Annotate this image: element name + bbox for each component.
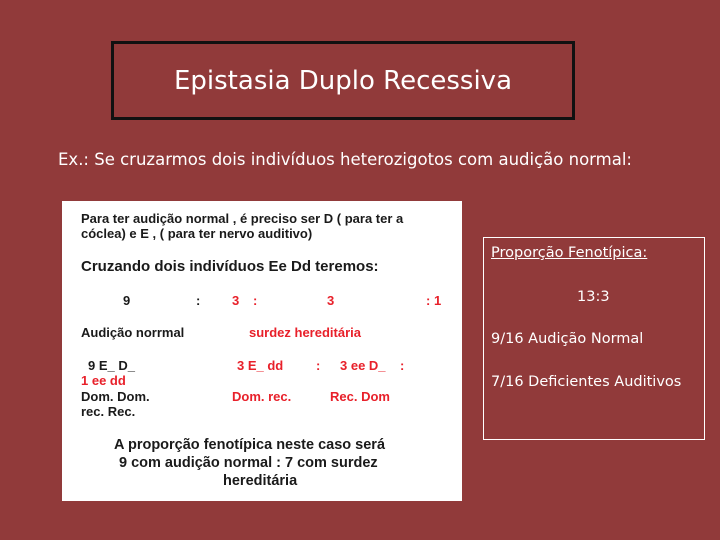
dom-rec-label: Dom. rec. [232, 389, 292, 404]
ratio-3b: 3 [327, 293, 335, 308]
genotype-colon-2: : [400, 358, 405, 373]
conclusion-line-3: hereditária [223, 473, 298, 489]
genotype-1: 1 ee dd [81, 373, 126, 388]
conclusion-line-1: A proporção fenotípica neste caso será [114, 437, 386, 453]
proportion-line-normal: 9/16 Audição Normal [491, 331, 644, 347]
audicao-normal-label: Audição norrmal [81, 325, 185, 340]
rec-rec-label: rec. Rec. [81, 404, 136, 419]
dom-dom-label: Dom. Dom. [81, 389, 150, 404]
ratio-1: : 1 [426, 293, 442, 308]
slide-subtitle: Ex.: Se cruzarmos dois indivíduos heterozigotos com audição normal: [58, 150, 632, 169]
surdez-label: surdez hereditária [249, 325, 361, 340]
conclusion-line-2: 9 com audição normal : 7 com surdez [119, 455, 378, 471]
explanation-panel [62, 201, 462, 501]
ratio-3a: 3 [232, 293, 240, 308]
genotype-9: 9 E_ D_ [88, 358, 135, 373]
ratio-colon-2: : [253, 293, 258, 308]
intro-line-1: Para ter audição normal , é preciso ser D ( para ter a [81, 211, 404, 226]
proportion-line-deficient: 7/16 Deficientes Auditivos [491, 374, 682, 390]
proportion-box [483, 237, 705, 440]
genotype-colon-1: : [316, 358, 321, 373]
slide-title: Epistasia Duplo Recessiva [173, 65, 512, 96]
proportion-heading: Proporção Fenotípica: [491, 245, 648, 261]
cross-line: Cruzando dois indivíduos Ee Dd teremos: [81, 258, 379, 275]
genotype-3a: 3 E_ dd [237, 358, 284, 373]
ratio-colon-1: : [196, 293, 201, 308]
proportion-ratio: 13:3 [577, 289, 610, 305]
ratio-9: 9 [123, 293, 131, 308]
intro-line-2: cóclea) e E , ( para ter nervo auditivo) [81, 226, 313, 241]
genotype-3b: 3 ee D_ [340, 358, 386, 373]
rec-dom-label: Rec. Dom [330, 389, 390, 404]
title-box [111, 41, 575, 120]
